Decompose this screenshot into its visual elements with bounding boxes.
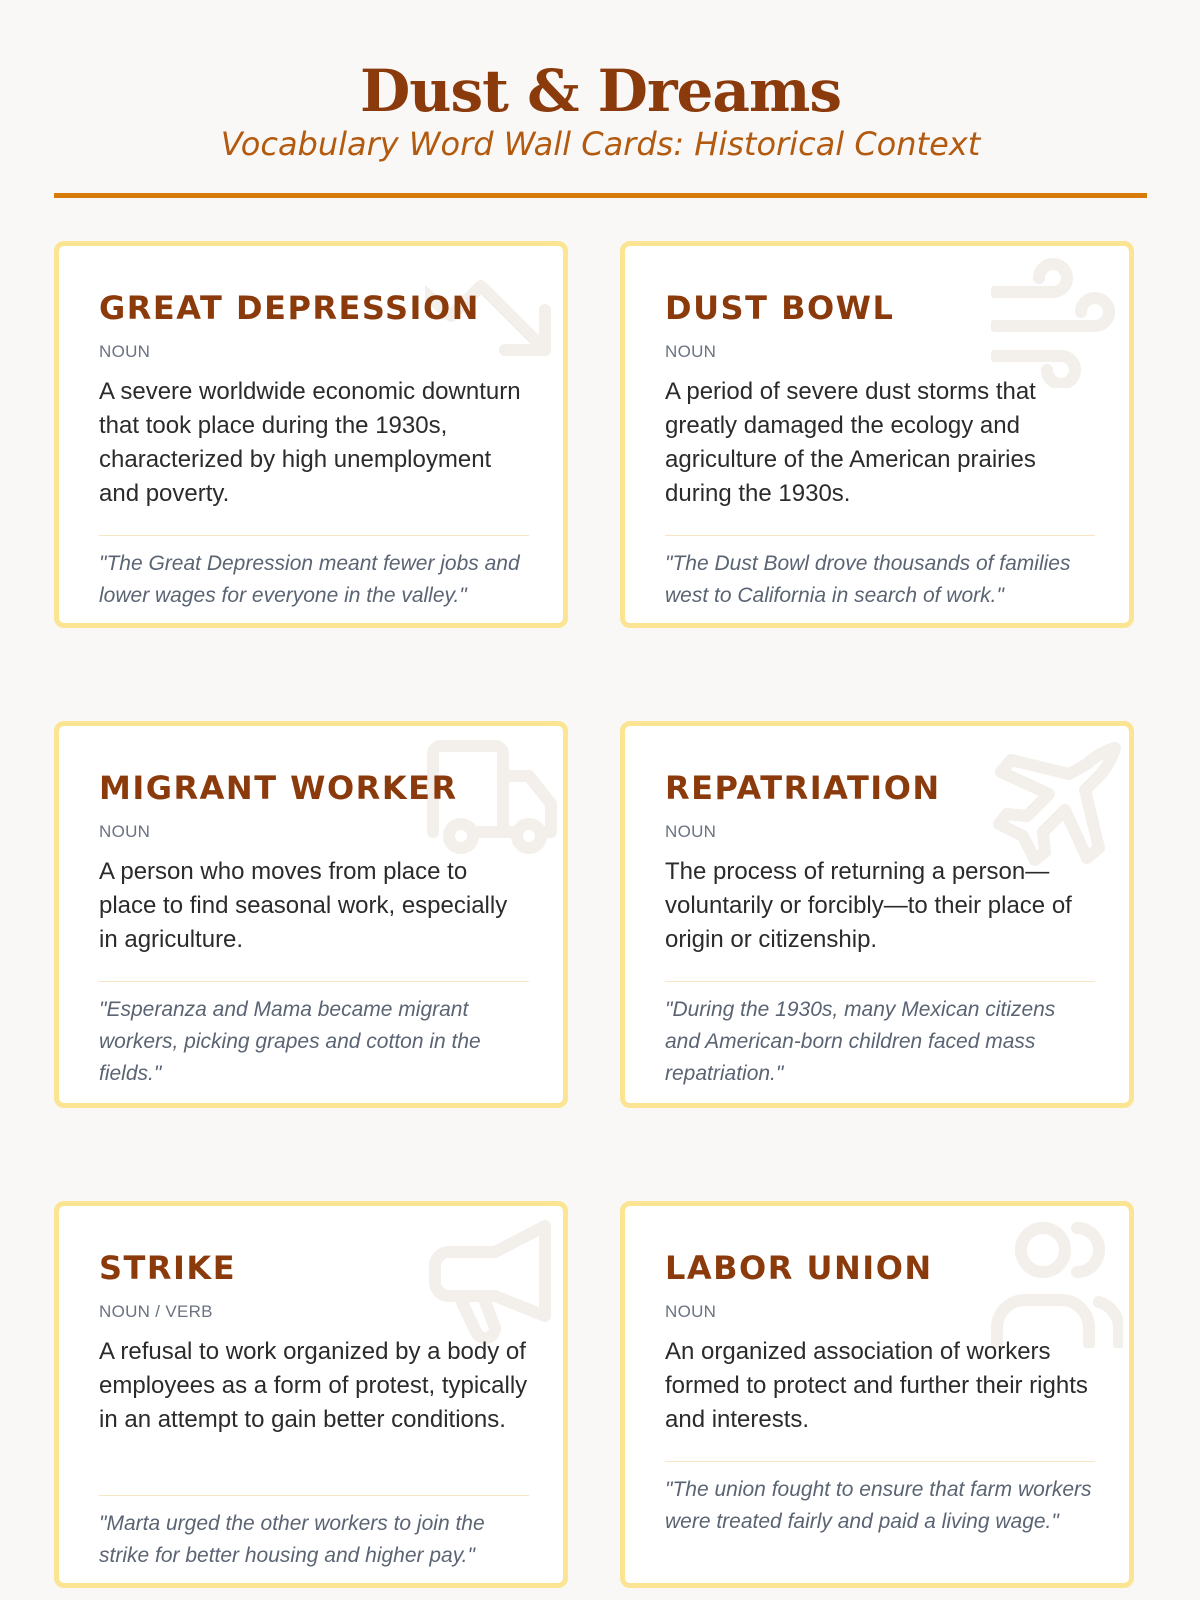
users-icon bbox=[991, 1216, 1123, 1348]
card-definition: An organized association of workers formed to protect and further their rights and interests. bbox=[665, 1338, 1088, 1433]
plane-icon bbox=[991, 736, 1123, 868]
megaphone-icon bbox=[425, 1216, 557, 1348]
card-part-of-speech: NOUN bbox=[665, 1302, 717, 1321]
card-example: "The union fought to ensure that farm workers were treated fairly and paid a living wage." bbox=[665, 1478, 1092, 1533]
vocab-card-migrant-worker bbox=[54, 721, 568, 1108]
card-part-of-speech: NOUN bbox=[665, 822, 717, 841]
card-term: STRIKE bbox=[99, 1249, 237, 1287]
card-divider bbox=[665, 1461, 1095, 1462]
card-divider bbox=[665, 535, 1095, 536]
card-part-of-speech: NOUN bbox=[99, 822, 151, 841]
card-example: "The Great Depression meant fewer jobs and lower wages for everyone in the valley." bbox=[99, 552, 520, 607]
card-example: "Esperanza and Mama became migrant workers, picking grapes and cotton in the fields." bbox=[99, 998, 481, 1085]
vocab-card-repatriation bbox=[620, 721, 1134, 1108]
header-divider bbox=[54, 193, 1147, 198]
card-term: DUST BOWL bbox=[665, 289, 895, 327]
vocab-card-dust-bowl bbox=[620, 241, 1134, 628]
card-definition: A period of severe dust storms that greatly damaged the ecology and agriculture of the American prairies during the 1930s. bbox=[665, 378, 1036, 507]
card-part-of-speech: NOUN / VERB bbox=[99, 1302, 213, 1321]
card-part-of-speech: NOUN bbox=[665, 342, 717, 361]
card-term: REPATRIATION bbox=[665, 769, 941, 807]
card-definition: A refusal to work organized by a body of employees as a form of protest, typically in an attempt to gain better conditions. bbox=[99, 1338, 528, 1433]
card-definition: The process of returning a person—voluntarily or forcibly—to their place of origin or citizenship. bbox=[665, 858, 1072, 953]
card-term: MIGRANT WORKER bbox=[99, 769, 458, 807]
card-example: "During the 1930s, many Mexican citizens and American-born children faced mass repatriation." bbox=[665, 998, 1056, 1085]
card-divider bbox=[99, 1495, 529, 1496]
vocab-card-great-depression bbox=[54, 241, 568, 628]
card-divider bbox=[665, 981, 1095, 982]
page-subtitle: Vocabulary Word Wall Cards: Historical Context bbox=[220, 125, 981, 163]
vocab-card-labor-union bbox=[620, 1201, 1134, 1588]
card-definition: A person who moves from place to place to find seasonal work, especially in agriculture. bbox=[99, 858, 508, 953]
page-title: Dust & Dreams bbox=[359, 57, 842, 125]
card-example: "The Dust Bowl drove thousands of families west to California in search of work." bbox=[665, 552, 1071, 607]
card-divider bbox=[99, 981, 529, 982]
wind-icon bbox=[991, 256, 1123, 388]
card-term: LABOR UNION bbox=[665, 1249, 933, 1287]
vocab-card-strike bbox=[54, 1201, 568, 1588]
card-definition: A severe worldwide economic downturn that took place during the 1930s, characterized by high unemployment and poverty. bbox=[99, 378, 521, 507]
card-part-of-speech: NOUN bbox=[99, 342, 151, 361]
card-divider bbox=[99, 535, 529, 536]
card-term: GREAT DEPRESSION bbox=[99, 289, 480, 327]
card-example: "Marta urged the other workers to join the strike for better housing and higher pay." bbox=[99, 1512, 485, 1567]
